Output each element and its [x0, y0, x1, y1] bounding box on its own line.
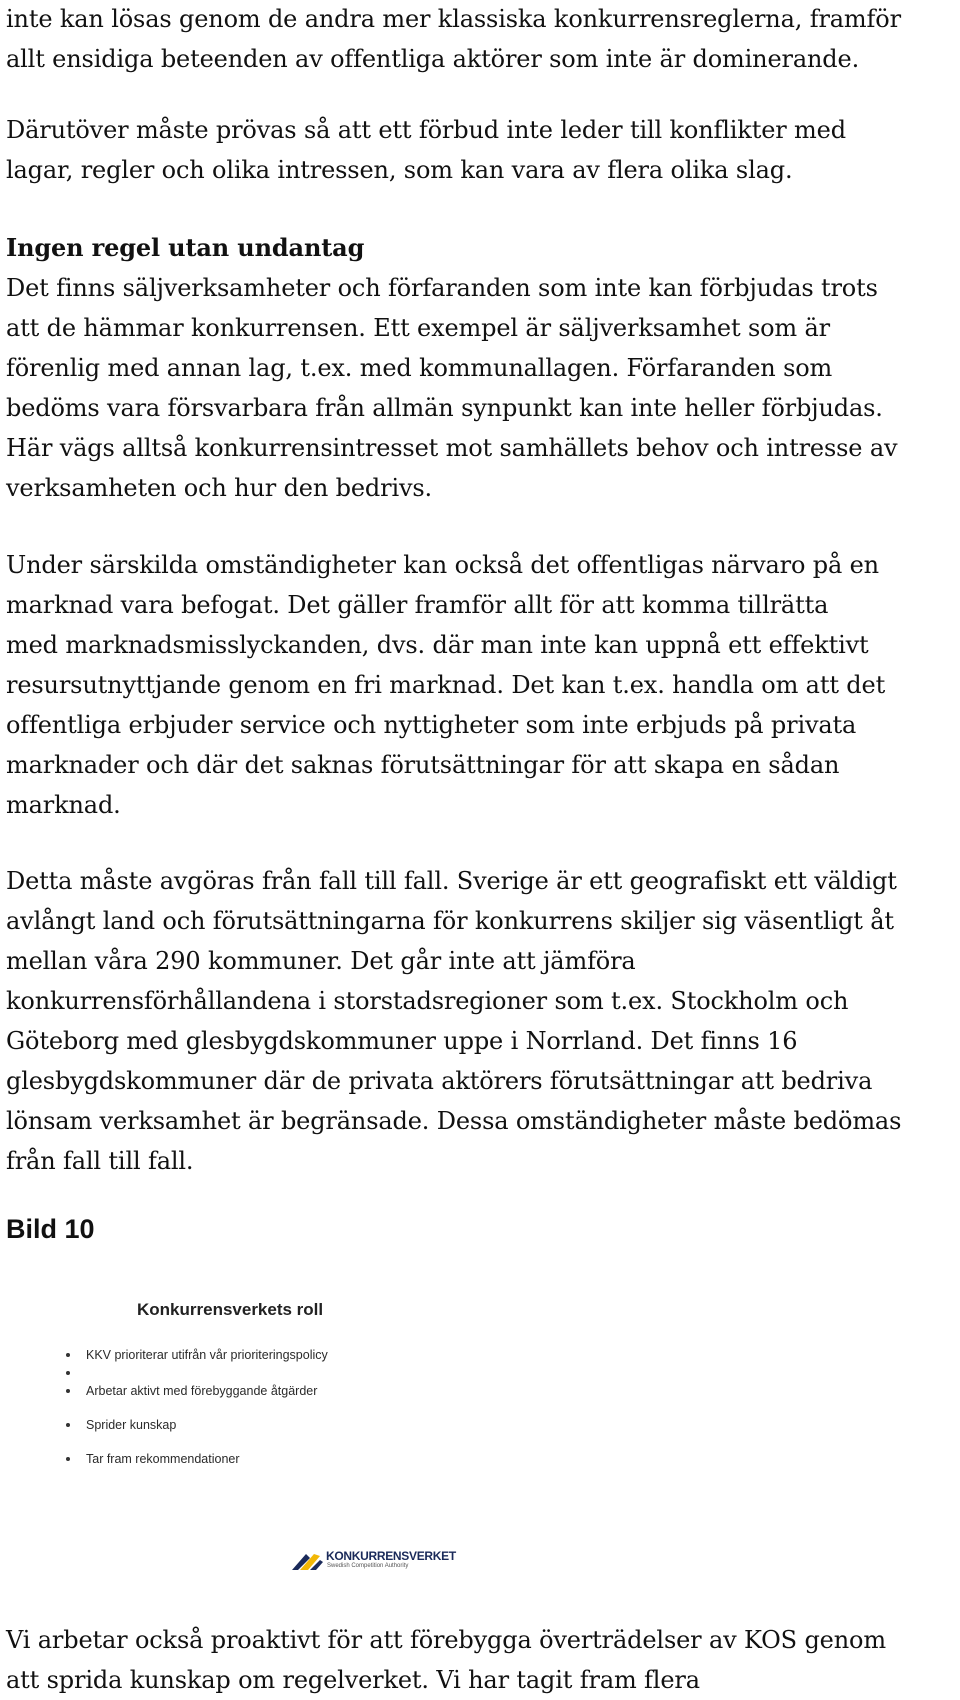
text-line: Under särskilda omständigheter kan också det offentligas närvaro på en	[6, 551, 879, 579]
text-line: avlångt land och förutsättningarna för konkurrens skiljer sig väsentligt åt	[6, 907, 894, 935]
slide-bullet-text: Tar fram rekommendationer	[86, 1452, 240, 1466]
slide-bullet-text: Sprider kunskap	[86, 1418, 177, 1432]
paragraph-3	[6, 228, 897, 508]
text-line: från fall till fall.	[6, 1147, 194, 1175]
slide-bullet-item	[66, 1382, 328, 1400]
text-line: att de hämmar konkurrensen. Ett exempel är säljverksamhet som är	[6, 314, 830, 342]
text-line: lagar, regler och olika intressen, som kan vara av flera olika slag.	[6, 156, 793, 184]
text-line: bedöms vara försvarbara från allmän synpunkt kan inte heller förbjudas.	[6, 394, 883, 422]
text-line: glesbygdskommuner där de privata aktörers förutsättningar att bedriva	[6, 1067, 873, 1095]
bullet-icon	[66, 1389, 70, 1393]
paragraph-2	[6, 110, 846, 190]
text-line: Därutöver måste prövas så att ett förbud inte leder till konflikter med	[6, 116, 846, 144]
bullet-icon	[66, 1353, 70, 1357]
bullet-icon	[66, 1423, 70, 1427]
text-line: marknader och där det saknas förutsättningar för att skapa en sådan	[6, 751, 840, 779]
text-line: allt ensidiga beteenden av offentliga aktörer som inte är dominerande.	[6, 45, 860, 73]
text-line: offentliga erbjuder service och nyttigheter som inte erbjuds på privata	[6, 711, 857, 739]
text-line: Det finns säljverksamheter och förfaranden som inte kan förbjudas trots	[6, 274, 878, 302]
text-line: marknad vara befogat. Det gäller framför allt för att komma tillrätta	[6, 591, 829, 619]
text-line: förenlig med annan lag, t.ex. med kommunallagen. Förfaranden som	[6, 354, 833, 382]
text-line: med marknadsmisslyckanden, dvs. där man inte kan uppnå ett effektivt	[6, 631, 869, 659]
text-line: mellan våra 290 kommuner. Det går inte att jämföra	[6, 947, 636, 975]
text-line: Detta måste avgöras från fall till fall. Sverige är ett geografiskt ett väldigt	[6, 867, 897, 895]
slide-bullet-item	[66, 1450, 328, 1468]
slide-bullet-item	[66, 1416, 328, 1434]
text-line: inte kan lösas genom de andra mer klassiska konkurrensreglerna, framför	[6, 5, 901, 33]
slide-bullet-text: KKV prioriterar utifrån vår prioriteringspolicy	[86, 1348, 328, 1362]
paragraph-1	[6, 0, 901, 79]
logo-swoosh-icon	[290, 1550, 324, 1572]
paragraph-4	[6, 545, 885, 825]
logo-name: KONKURRENSVERKET	[326, 1549, 456, 1563]
paragraph-6	[6, 1620, 886, 1700]
text-line: verksamheten och hur den bedrivs.	[6, 474, 433, 502]
figure-slide	[40, 1300, 456, 1600]
bullet-icon	[66, 1371, 70, 1375]
slide-bullet-item	[66, 1364, 328, 1382]
text-line: marknad.	[6, 791, 121, 819]
text-line: att sprida kunskap om regelverket. Vi har tagit fram flera	[6, 1666, 700, 1694]
slide-bullet-list	[66, 1346, 328, 1468]
logo-subtitle: Swedish Competition Authority	[327, 1563, 409, 1569]
slide-bullet-item	[66, 1346, 328, 1364]
section-heading: Ingen regel utan undantag	[6, 233, 365, 262]
slide-title: Konkurrensverkets roll	[137, 1300, 324, 1319]
bullet-icon	[66, 1457, 70, 1461]
paragraph-5	[6, 861, 901, 1181]
figure-caption: Bild 10	[6, 1214, 95, 1244]
text-line: Vi arbetar också proaktivt för att förebygga överträdelser av KOS genom	[6, 1626, 886, 1654]
text-line: Göteborg med glesbygdskommuner uppe i Norrland. Det finns 16	[6, 1027, 798, 1055]
text-line: konkurrensförhållandena i storstadsregioner som t.ex. Stockholm och	[6, 987, 849, 1015]
text-line: resursutnyttjande genom en fri marknad. Det kan t.ex. handla om att det	[6, 671, 886, 699]
text-line: Här vägs alltså konkurrensintresset mot samhällets behov och intresse av	[6, 434, 898, 462]
slide-bullet-text: Arbetar aktivt med förebyggande åtgärder	[86, 1384, 318, 1398]
text-line: lönsam verksamhet är begränsade. Dessa omständigheter måste bedömas	[6, 1107, 902, 1135]
